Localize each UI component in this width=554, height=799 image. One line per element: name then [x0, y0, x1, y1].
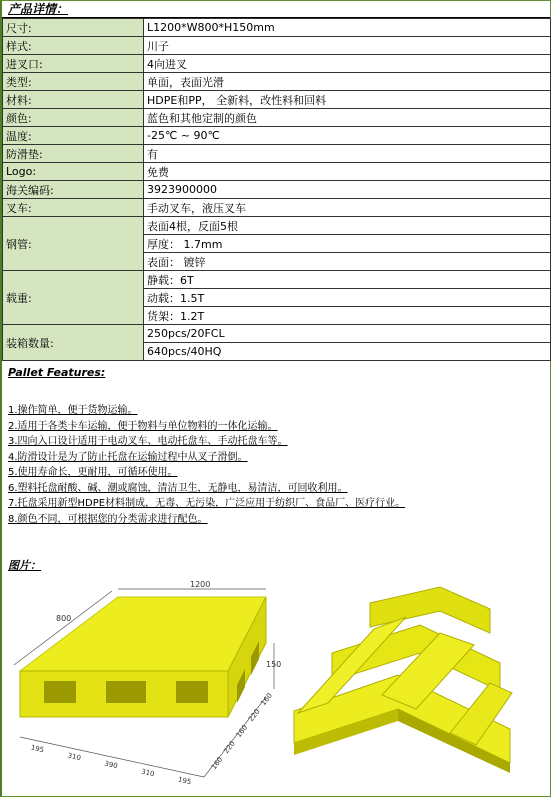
feature-item: 1.操作简单，便于货物运输。 — [8, 405, 138, 416]
spec-row — [3, 91, 551, 109]
spec-key: 装箱数量: — [3, 325, 144, 361]
spec-row — [3, 217, 551, 235]
pictures-title: 图片： — [8, 559, 41, 572]
spec-row — [3, 271, 551, 289]
feature-item: 6.塑料托盘耐酸、碱、潮或腐蚀，清洁卫生，无静电，易清洁，可回收利用。 — [8, 482, 348, 494]
spec-key: 类型: — [3, 73, 144, 91]
spec-value: 表面： 镀锌 — [144, 253, 551, 271]
pallet-dimension-diagram — [4, 577, 289, 787]
feature-item: 4.防滑设计是为了防止托盘在运输过程中从叉子滑倒。 — [8, 451, 248, 463]
side-dimension-label: 160 — [259, 691, 274, 708]
spec-value: -25℃ ~ 90℃ — [144, 127, 551, 145]
spec-value: 表面4根，反面5根 — [144, 217, 551, 235]
spec-value: 手动叉车，液压叉车 — [144, 199, 551, 217]
pallet-photo — [290, 583, 540, 793]
spec-row — [3, 181, 551, 199]
front-dimension-label: 310 — [140, 767, 156, 779]
feature-item: 2.适用于各类卡车运输，便于物料与单位物料的一体化运输。 — [8, 420, 278, 432]
spec-value: 货架：1.2T — [144, 307, 551, 325]
spec-value: 蓝色和其他定制的颜色 — [144, 109, 551, 127]
spec-key: 载重: — [3, 271, 144, 325]
spec-value: 川子 — [144, 37, 551, 55]
side-dimension-label: 160 — [234, 723, 250, 740]
spec-value: 静载：6T — [144, 271, 551, 289]
spec-key: 尺寸: — [3, 19, 144, 37]
spec-key: 颜色: — [3, 109, 144, 127]
spec-value: 动载：1.5T — [144, 289, 551, 307]
spec-row — [3, 127, 551, 145]
side-dimension-label: 220 — [247, 707, 262, 724]
page-title: 产品详情： — [2, 1, 550, 18]
spec-value: 厚度： 1.7mm — [144, 235, 551, 253]
spec-value: HDPE和PP， 全新料，改性料和回料 — [144, 91, 551, 109]
spec-key: 防滑垫: — [3, 145, 144, 163]
features-list — [2, 403, 550, 527]
spec-row — [3, 37, 551, 55]
side-dimension-label: 220 — [222, 739, 237, 756]
spec-key: 海关编码: — [3, 181, 144, 199]
front-dimension-label: 195 — [177, 775, 192, 787]
spec-row — [3, 19, 551, 37]
spec-row — [3, 73, 551, 91]
spec-value: 4向进叉 — [144, 55, 551, 73]
spec-key: 叉车: — [3, 199, 144, 217]
spec-key: Logo: — [3, 163, 144, 181]
pictures-section — [2, 559, 551, 793]
spec-row — [3, 325, 551, 343]
features-title: Pallet Features: — [8, 366, 106, 379]
spec-value: 640pcs/40HQ — [144, 343, 551, 361]
front-dimension-label: 310 — [66, 751, 82, 763]
front-dimension-label: 195 — [30, 743, 45, 755]
spec-row — [3, 145, 551, 163]
spec-row — [3, 55, 551, 73]
spec-row — [3, 163, 551, 181]
dim-width: 800 — [56, 614, 72, 623]
spec-value: 250pcs/20FCL — [144, 325, 551, 343]
dim-length: 1200 — [190, 580, 211, 589]
front-dimension-label: 390 — [103, 759, 119, 771]
spec-row — [3, 109, 551, 127]
spec-table — [2, 18, 551, 361]
spec-key: 温度: — [3, 127, 144, 145]
spec-key: 钢管: — [3, 217, 144, 271]
spec-value: 单面，表面光滑 — [144, 73, 551, 91]
spec-value: 免费 — [144, 163, 551, 181]
spec-value: L1200*W800*H150mm — [144, 19, 551, 37]
spec-row — [3, 199, 551, 217]
feature-item: 3.四向入口设计适用于电动叉车、电动托盘车、手动托盘车等。 — [8, 436, 288, 447]
spec-key: 材料: — [3, 91, 144, 109]
spec-value: 有 — [144, 145, 551, 163]
feature-item: 8.颜色不同，可根据您的分类需求进行配色。 — [8, 513, 208, 525]
dim-height: 150 — [266, 660, 282, 669]
feature-item: 5.使用寿命长，更耐用，可循环使用。 — [8, 467, 178, 478]
feature-item: 7.托盘采用新型HDPE材料制成，无毒、无污染，广泛应用于纺织厂、食品厂、医疗行业。 — [8, 498, 406, 509]
spec-key: 进叉口: — [3, 55, 144, 73]
side-dimension-label: 160 — [209, 755, 225, 772]
spec-key: 样式: — [3, 37, 144, 55]
spec-value: 3923900000 — [144, 181, 551, 199]
